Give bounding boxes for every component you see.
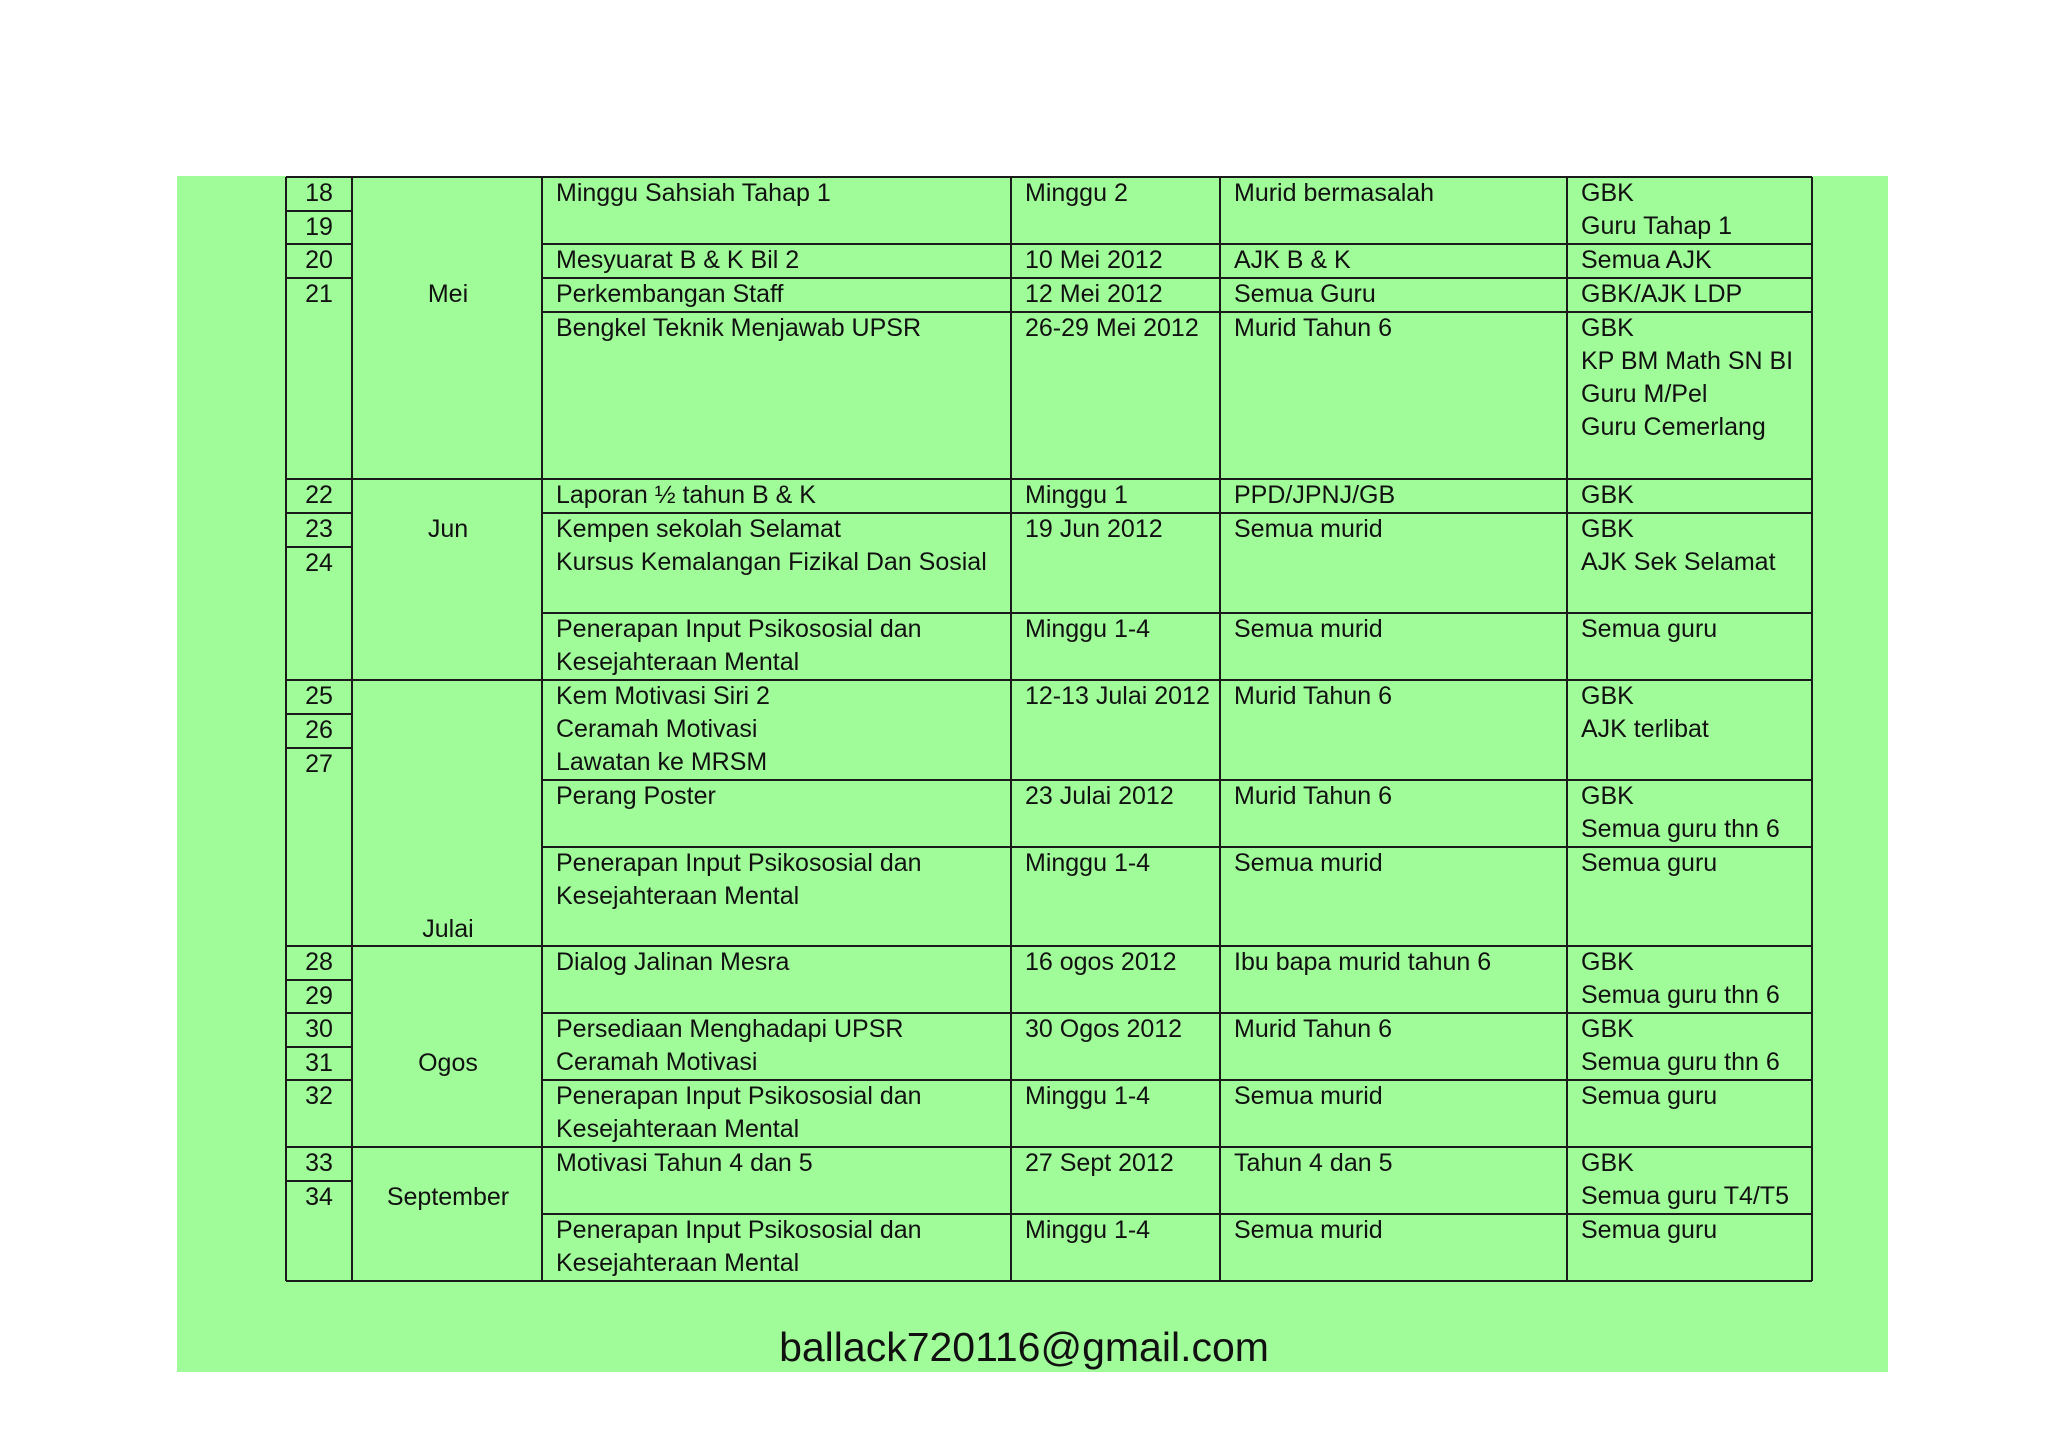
activity-cell: Mesyuarat B & K Bil 2 <box>556 246 800 274</box>
person-in-charge-cell: AJK Sek Selamat <box>1581 548 1776 576</box>
person-in-charge-cell: GBK <box>1581 1149 1634 1177</box>
date-cell: Minggu 1-4 <box>1025 615 1151 643</box>
target-cell: Murid bermasalah <box>1234 179 1435 207</box>
row-number: 18 <box>305 179 333 207</box>
footer-email: ballack720116@gmail.com <box>779 1324 1269 1370</box>
activity-cell: Ceramah Motivasi <box>556 1048 758 1076</box>
row-number: 26 <box>305 716 333 744</box>
date-cell: Minggu 1-4 <box>1025 1082 1151 1110</box>
row-number: 25 <box>305 682 333 710</box>
target-cell: Tahun 4 dan 5 <box>1234 1149 1393 1177</box>
row-number: 34 <box>305 1183 333 1211</box>
person-in-charge-cell: Semua guru thn 6 <box>1581 981 1780 1009</box>
target-cell: Semua murid <box>1234 1082 1383 1110</box>
target-cell: Semua murid <box>1234 1216 1383 1244</box>
person-in-charge-cell: Semua guru thn 6 <box>1581 815 1780 843</box>
activity-cell: Kesejahteraan Mental <box>556 882 800 910</box>
row-number: 30 <box>305 1015 333 1043</box>
date-cell: 27 Sept 2012 <box>1025 1149 1174 1177</box>
person-in-charge-cell: Semua guru thn 6 <box>1581 1048 1780 1076</box>
activity-cell: Minggu Sahsiah Tahap 1 <box>556 179 831 207</box>
person-in-charge-cell: Semua guru T4/T5 <box>1581 1182 1789 1210</box>
target-cell: Murid Tahun 6 <box>1234 1015 1392 1043</box>
date-cell: 19 Jun 2012 <box>1025 515 1163 543</box>
target-cell: Ibu bapa murid tahun 6 <box>1234 948 1492 976</box>
target-cell: Semua murid <box>1234 515 1383 543</box>
activity-cell: Perkembangan Staff <box>556 280 784 308</box>
activity-cell: Kem Motivasi Siri 2 <box>556 682 770 710</box>
target-cell: Semua murid <box>1234 849 1383 877</box>
person-in-charge-cell: GBK <box>1581 481 1634 509</box>
activity-cell: Kesejahteraan Mental <box>556 648 800 676</box>
person-in-charge-cell: Semua guru <box>1581 1082 1718 1110</box>
target-cell: Semua murid <box>1234 615 1383 643</box>
activity-cell: Kempen sekolah Selamat <box>556 515 841 543</box>
person-in-charge-cell: GBK <box>1581 314 1634 342</box>
person-in-charge-cell: Semua guru <box>1581 1216 1718 1244</box>
person-in-charge-cell: GBK/AJK LDP <box>1581 280 1743 308</box>
activity-cell: Kesejahteraan Mental <box>556 1115 800 1143</box>
row-number: 21 <box>305 280 333 308</box>
activity-cell: Penerapan Input Psikososial dan <box>556 1082 922 1110</box>
person-in-charge-cell: KP BM Math SN BI <box>1581 347 1794 375</box>
row-number: 33 <box>305 1149 333 1177</box>
target-cell: Murid Tahun 6 <box>1234 782 1392 810</box>
row-number: 22 <box>305 481 333 509</box>
person-in-charge-cell: Guru M/Pel <box>1581 380 1708 408</box>
date-cell: 10 Mei 2012 <box>1025 246 1163 274</box>
row-number: 24 <box>305 549 333 577</box>
target-cell: AJK B & K <box>1234 246 1351 274</box>
row-number: 28 <box>305 948 333 976</box>
month-label: September <box>386 1183 510 1211</box>
month-label: Ogos <box>418 1049 478 1077</box>
person-in-charge-cell: GBK <box>1581 782 1634 810</box>
activity-cell: Lawatan ke MRSM <box>556 748 768 776</box>
person-in-charge-cell: GBK <box>1581 515 1634 543</box>
activity-cell: Ceramah Motivasi <box>556 715 758 743</box>
activity-cell: Penerapan Input Psikososial dan <box>556 849 922 877</box>
row-number: 23 <box>305 515 333 543</box>
target-cell: Murid Tahun 6 <box>1234 682 1392 710</box>
activity-cell: Kesejahteraan Mental <box>556 1249 800 1277</box>
activity-cell: Persediaan Menghadapi UPSR <box>556 1015 904 1043</box>
date-cell: 23 Julai 2012 <box>1025 782 1174 810</box>
person-in-charge-cell: Guru Tahap 1 <box>1581 212 1733 240</box>
target-cell: PPD/JPNJ/GB <box>1234 481 1396 509</box>
activity-cell: Kursus Kemalangan Fizikal Dan Sosial <box>556 548 987 576</box>
month-label: Jun <box>427 515 469 543</box>
date-cell: Minggu 1-4 <box>1025 849 1151 877</box>
month-label: Mei <box>427 280 469 308</box>
date-cell: 12 Mei 2012 <box>1025 280 1163 308</box>
activity-cell: Bengkel Teknik Menjawab UPSR <box>556 314 922 342</box>
activity-cell: Penerapan Input Psikososial dan <box>556 615 922 643</box>
person-in-charge-cell: Guru Cemerlang <box>1581 413 1766 441</box>
person-in-charge-cell: GBK <box>1581 1015 1634 1043</box>
activity-cell: Motivasi Tahun 4 dan 5 <box>556 1149 813 1177</box>
row-number: 20 <box>305 246 333 274</box>
person-in-charge-cell: GBK <box>1581 682 1634 710</box>
date-cell: Minggu 1 <box>1025 481 1128 509</box>
activity-cell: Perang Poster <box>556 782 716 810</box>
person-in-charge-cell: AJK terlibat <box>1581 715 1709 743</box>
date-cell: Minggu 2 <box>1025 179 1128 207</box>
target-cell: Semua Guru <box>1234 280 1376 308</box>
row-number: 27 <box>305 750 333 778</box>
row-number: 29 <box>305 982 333 1010</box>
person-in-charge-cell: Semua AJK <box>1581 246 1712 274</box>
row-number: 19 <box>305 213 333 241</box>
person-in-charge-cell: GBK <box>1581 179 1634 207</box>
month-label: Julai <box>422 915 474 943</box>
person-in-charge-cell: GBK <box>1581 948 1634 976</box>
date-cell: 26-29 Mei 2012 <box>1025 314 1199 342</box>
date-cell: 16 ogos 2012 <box>1025 948 1177 976</box>
activity-cell: Dialog Jalinan Mesra <box>556 948 790 976</box>
date-cell: 12-13 Julai 2012 <box>1025 682 1210 710</box>
date-cell: Minggu 1-4 <box>1025 1216 1151 1244</box>
target-cell: Murid Tahun 6 <box>1234 314 1392 342</box>
person-in-charge-cell: Semua guru <box>1581 849 1718 877</box>
date-cell: 30 Ogos 2012 <box>1025 1015 1183 1043</box>
row-number: 31 <box>305 1049 333 1077</box>
activity-cell: Penerapan Input Psikososial dan <box>556 1216 922 1244</box>
activity-cell: Laporan ½ tahun B & K <box>556 481 816 509</box>
person-in-charge-cell: Semua guru <box>1581 615 1718 643</box>
row-number: 32 <box>305 1082 333 1110</box>
